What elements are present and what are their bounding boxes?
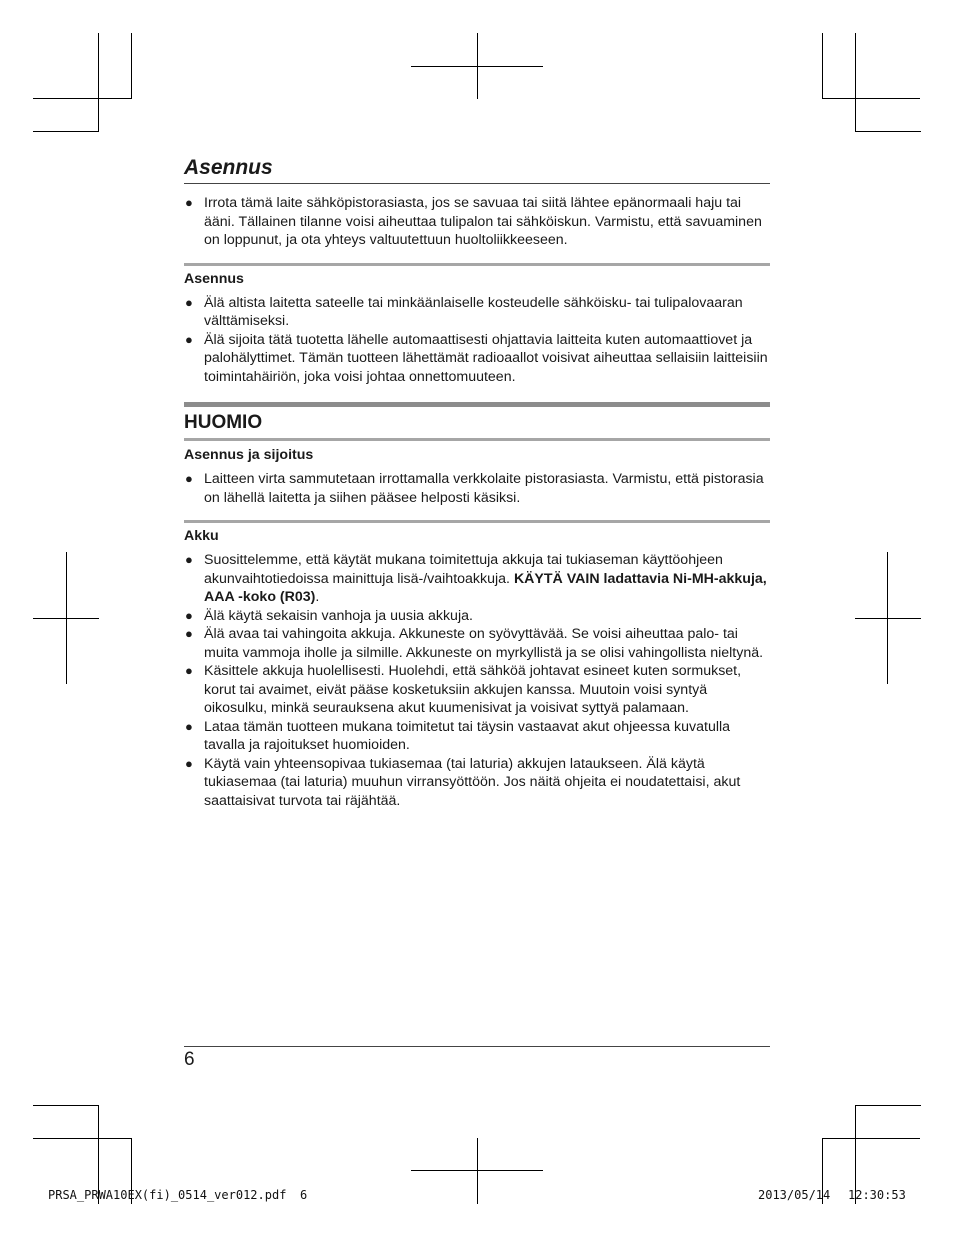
crop-mark xyxy=(855,33,856,131)
list-item: ● Älä avaa tai vahingoita akkuja. Akkuneste on syövyttävää. Se voisi aiheuttaa palo- tai muita vammoja iholle ja silmille. Akkuneste on myrkyllistä ja se olisi vahingollista nieltynä. xyxy=(185,626,764,661)
crop-mark xyxy=(822,98,920,99)
crop-mark xyxy=(33,1105,99,1106)
list-item: ● Suosittelemme, että käytät mukana toimitettuja akkuja tai tukiaseman käyttöohjeen akunvaihtotiedoissa mainittuja lisä-/vaihtoakkuja. KÄYTÄ VAIN ladattavia Ni-MH-akkuja, AAA -koko (R03). xyxy=(185,552,767,605)
bullet-icon: ● xyxy=(185,626,193,641)
crop-mark xyxy=(855,131,921,132)
bullet-icon: ● xyxy=(185,195,193,210)
crop-mark xyxy=(33,1138,131,1139)
page-title: Asennus xyxy=(184,152,770,184)
list-item: ● Laitteen virta sammutetaan irrottamalla verkkolaite pistorasiasta. Varmistu, että pistorasia on lähellä laitetta ja siihen pääsee helposti käsiksi. xyxy=(185,471,764,506)
list-item: ● Käsittele akkuja huolellisesti. Huolehdi, että sähköä johtavat esineet kuten sormukset, korut tai avaimet, eivät pääse kosketuksiin akkujen kanssa. Muutoin voisi syntyä oikosulku, minkä seurauksena akut kuumenisivat ja voisivat syttyä palamaan. xyxy=(185,663,742,716)
bullet-icon: ● xyxy=(185,294,193,310)
asennus-bullet-list xyxy=(184,294,770,387)
crop-mark xyxy=(855,1105,921,1106)
print-footer-filename: PRSA_PRWA10EX(fi)_0514_ver012.pdf xyxy=(48,1188,287,1202)
asennus-sijoitus-bullet-list xyxy=(184,470,770,507)
bullet-icon: ● xyxy=(185,552,193,567)
list-item: ● Älä sijoita tätä tuotetta lähelle automaattisesti ohjattavia laitteita kuten automaattiovet ja palohälyttimet. Tämän tuotteen lähettämät radioaallot voisivat aiheuttaa sellaisiin laitteisiin toimintahäiriön, joka voisi johtaa onnettomuuteen. xyxy=(185,331,768,385)
crop-mark xyxy=(33,98,131,99)
crop-mark xyxy=(855,618,921,619)
print-footer-time: 12:30:53 xyxy=(848,1188,906,1202)
section-divider xyxy=(184,438,770,441)
akku-bullet-list xyxy=(184,551,770,810)
list-item: ● Älä käytä sekaisin vanhoja ja uusia akkuja. xyxy=(185,607,473,624)
crop-mark xyxy=(33,618,99,619)
list-item: ● Irrota tämä laite sähköpistorasiasta, jos se savuaa tai siitä lähtee epänormaali haju tai ääni. Tällainen tilanne voisi aiheuttaa tulipalon tai sähköiskun. Varmistu, että savuaminen on loppunut, ja ota yhteys valtuutettuun huoltoliikkeeseen. xyxy=(185,195,762,248)
list-item: ● Älä altista laitetta sateelle tai minkäänlaiselle kosteudelle sähköisku- tai tulipalovaaran välttämiseksi. xyxy=(185,294,743,329)
akku-heading: Akku xyxy=(184,528,219,544)
bullet-icon: ● xyxy=(185,718,193,734)
bullet-icon: ● xyxy=(185,471,193,486)
footer-divider xyxy=(184,1046,770,1047)
crop-mark xyxy=(822,33,823,99)
intro-bullet-list xyxy=(184,194,770,250)
battery-warning-bold: KÄYTÄ VAIN ladattavia Ni-MH-akkuja, AAA -koko (R03) xyxy=(204,570,767,605)
section-divider xyxy=(184,520,770,523)
bullet-icon: ● xyxy=(185,755,193,771)
page-content xyxy=(184,152,770,810)
list-item: ● Lataa tämän tuotteen mukana toimitetut tai täysin vastaavat akut ohjeessa kuvatulla tavalla ja rajoitukset huomioiden. xyxy=(185,718,731,753)
asennus-sijoitus-heading: Asennus ja sijoitus xyxy=(184,447,314,463)
crop-mark xyxy=(33,131,99,132)
crop-mark xyxy=(822,1138,920,1139)
crop-mark xyxy=(131,33,132,99)
print-footer-date: 2013/05/14 xyxy=(758,1188,831,1202)
bullet-icon: ● xyxy=(185,607,193,623)
bullet-icon: ● xyxy=(185,331,193,347)
asennus-heading: Asennus xyxy=(184,270,244,287)
huomio-heading: HUOMIO xyxy=(184,412,263,433)
section-divider xyxy=(184,263,770,266)
bullet-icon: ● xyxy=(185,663,193,678)
page-number: 6 xyxy=(184,1049,195,1070)
crop-mark xyxy=(411,1170,543,1171)
crop-mark xyxy=(477,1138,478,1204)
list-item: ● Käytä vain yhteensopivaa tukiasemaa (tai laturia) akkujen lataukseen. Älä käytä tukiasemaa (tai laturia) muuhun virransyöttöön. Jos näitä ohjeita ei noudatettaisi, akut saattaisivat turvota tai räjähtää. xyxy=(185,755,741,809)
print-footer-page: 6 xyxy=(300,1188,308,1202)
crop-mark xyxy=(411,66,543,67)
crop-mark xyxy=(98,33,99,131)
